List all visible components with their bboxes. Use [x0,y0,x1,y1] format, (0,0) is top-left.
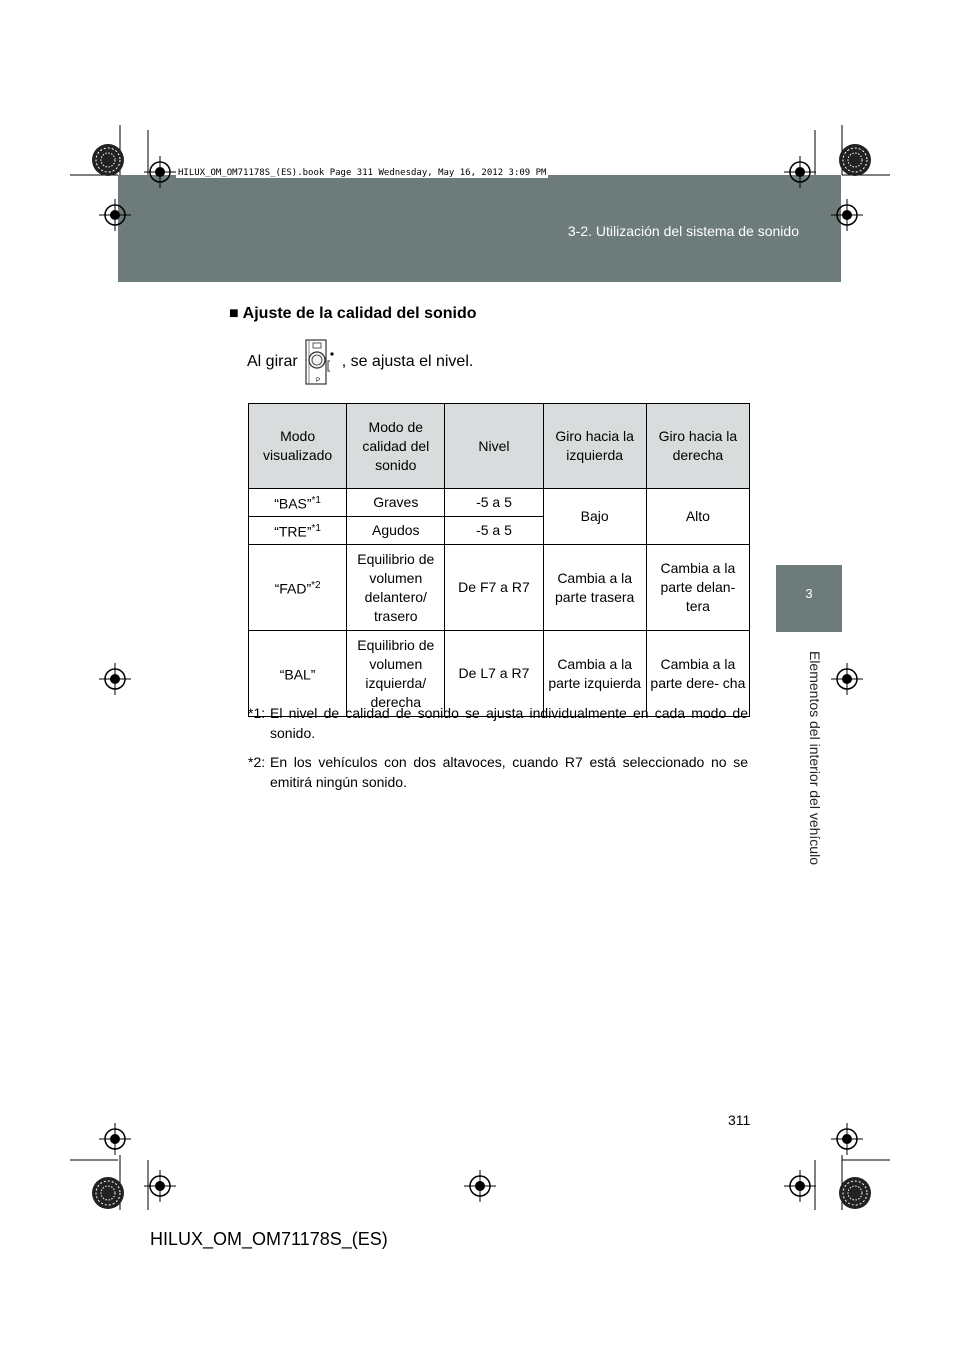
footnote-mark: *1: [248,705,266,721]
cell-level: De F7 a R7 [445,545,543,631]
cell-level: -5 a 5 [445,517,543,545]
cell-right: Alto [646,489,749,545]
cell-level: De L7 a R7 [445,631,543,717]
footnote-text: El nivel de calidad de sonido se ajusta individualmente en cada modo de sonido. [270,705,748,741]
footnote-text: En los vehículos con dos altavoces, cuando R7 está seleccionado no se emitirá ningún sonido. [270,754,748,790]
document-code: HILUX_OM_OM71178S_(ES) [150,1229,388,1249]
cell-left: Cambia a la parte izquierda [543,631,646,717]
cell-right: Cambia a la parte dere- cha [646,631,749,717]
cell-mode: “TRE”$^{*1}$ [249,517,347,545]
chapter-number: 3 [805,586,813,601]
col-header-mode: Modo visualizado [249,404,347,489]
footnote-mark: *2: [248,754,266,770]
chapter-title: Elementos del interior del vehículo [807,650,823,865]
book-stamp: HILUX_OM_OM71178S_(ES).book Page 311 Wednesday, May 16, 2012 3:09 PM [178,168,547,178]
intro-before: Al girar [247,353,298,370]
cell-left: Bajo [543,489,646,545]
cell-right: Cambia a la parte delan- tera [646,545,749,631]
cell-mode: “BAS”$^{*1}$ [249,489,347,517]
heading-marker: ■ [229,305,239,322]
cell-mode: “BAL” [249,631,347,717]
col-header-left: Giro hacia la izquierda [543,404,646,489]
page-number: 311 [728,1112,751,1128]
cell-quality: Graves [347,489,445,517]
col-header-quality: Modo de calidad del sonido [347,404,445,489]
cell-left: Cambia a la parte trasera [543,545,646,631]
col-header-right: Giro hacia la derecha [646,404,749,489]
cell-level: -5 a 5 [445,489,543,517]
cell-quality: Agudos [347,517,445,545]
cell-quality: Equilibrio de volumen izquierda/ derecha [347,631,445,717]
svg-text:P: P [315,378,320,384]
col-header-level: Nivel [445,404,543,489]
cell-quality: Equilibrio de volumen delantero/ trasero [347,545,445,631]
cell-mode: “FAD”$^{*2}$ [249,545,347,631]
intro-after: , se ajusta el nivel. [341,353,474,370]
heading-text: Ajuste de la calidad del sonido [242,305,477,322]
crop-mark-icon [70,125,890,1210]
registration-mark-icon [92,144,871,1209]
section-title: 3-2. Utilización del sistema de sonido [567,223,799,239]
